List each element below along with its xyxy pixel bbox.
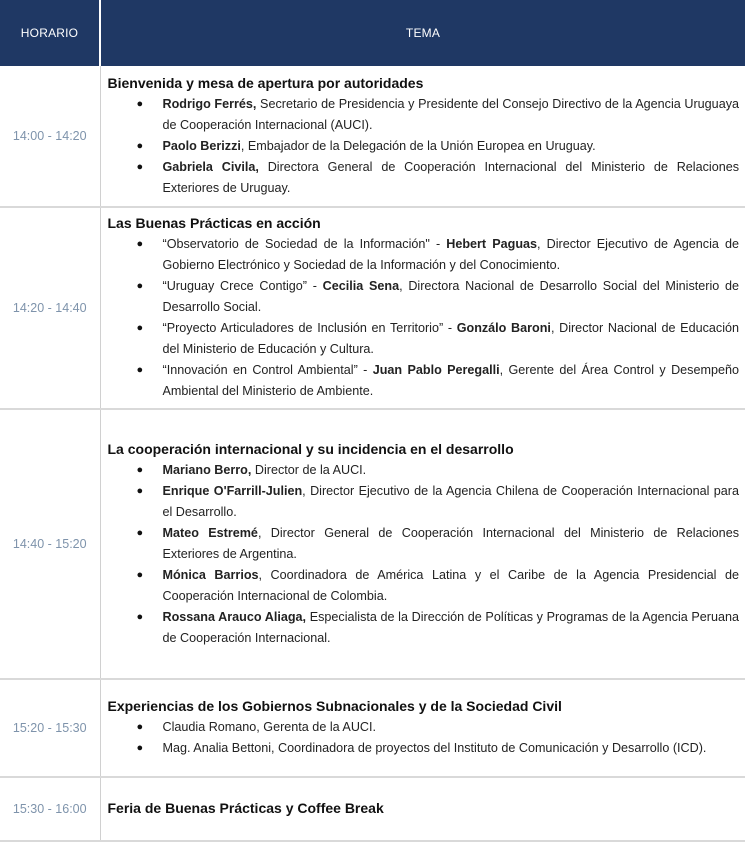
header-tema: TEMA [100,0,745,66]
row-title: Feria de Buenas Prácticas y Coffee Break [107,800,384,816]
list-item: ● Rodrigo Ferrés, Secretario de Presidencia y Presidente del Consejo Directivo de la Agencia Uruguaya de Cooperación Internacional (AUCI). [108,94,740,136]
row-time: 14:40 - 15:20 [0,409,100,679]
agenda-row [0,777,745,841]
row-topic [100,207,745,409]
row-title: Las Buenas Prácticas en acción [107,215,321,231]
row-time: 15:20 - 15:30 [0,679,100,777]
row-time: 14:20 - 14:40 [0,207,100,409]
list-item: ● Gabriela Civila, Directora General de Cooperación Internacional del Ministerio de Relaciones Exteriores de Uruguay. [108,157,740,199]
list-item: ● Paolo Berizzi, Embajador de la Delegación de la Unión Europea en Uruguay. [108,136,740,157]
table-header [0,0,745,66]
list-item: ● “Uruguay Crece Contigo” - Cecilia Sena, Directora Nacional de Desarrollo Social del Ministerio de Desarrollo Social. [108,276,740,318]
list-item: ● “Observatorio de Sociedad de la Información" - Hebert Paguas, Director Ejecutivo de Agencia de Gobierno Electrónico y Sociedad de la Información y del Conocimiento. [108,234,740,276]
list-item: ● Rossana Arauco Aliaga, Especialista de la Dirección de Políticas y Programas de la Agencia Peruana de Cooperación Internacional. [108,607,740,649]
row-topic [100,409,745,679]
agenda-row [0,409,745,679]
list-item: ● Mag. Analia Bettoni, Coordinadora de proyectos del Instituto de Comunicación y Desarrollo (ICD). [108,738,740,759]
speaker-list [108,460,740,649]
row-topic [100,777,745,841]
row-title: Bienvenida y mesa de apertura por autoridades [107,74,424,91]
agenda-row [0,66,745,207]
agenda-row [0,207,745,409]
header-horario: HORARIO [0,0,100,66]
row-title: La cooperación internacional y su incidencia en el desarrollo [107,440,514,457]
list-item: ● Mariano Berro, Director de la AUCI. [108,460,740,481]
list-item: ● “Innovación en Control Ambiental” - Juan Pablo Peregalli, Gerente del Área Control y Desempeño Ambiental del Ministerio de Ambiente. [108,360,740,402]
row-topic [100,66,745,207]
row-title: Experiencias de los Gobiernos Subnacionales y de la Sociedad Civil [107,698,562,714]
list-item: ● “Proyecto Articuladores de Inclusión en Territorio” - Gonzálo Baroni, Director Nacional de Educación del Ministerio de Educación y Cultura. [108,318,740,360]
speaker-list [108,717,740,759]
list-item: ● Mónica Barrios, Coordinadora de América Latina y el Caribe de la Agencia Presidencial de Cooperación Internacional de Colombia. [108,565,740,607]
list-item: ● Claudia Romano, Gerenta de la AUCI. [108,717,740,738]
speaker-list [108,94,740,199]
list-item: ● Mateo Estremé, Director General de Cooperación Internacional del Ministerio de Relaciones Exteriores de Argentina. [108,523,740,565]
row-topic [100,679,745,777]
row-time: 15:30 - 16:00 [0,777,100,841]
list-item: ● Enrique O'Farrill-Julien, Director Ejecutivo de la Agencia Chilena de Cooperación Internacional para el Desarrollo. [108,481,740,523]
agenda-row [0,679,745,777]
row-time: 14:00 - 14:20 [0,66,100,207]
speaker-list [108,234,740,402]
